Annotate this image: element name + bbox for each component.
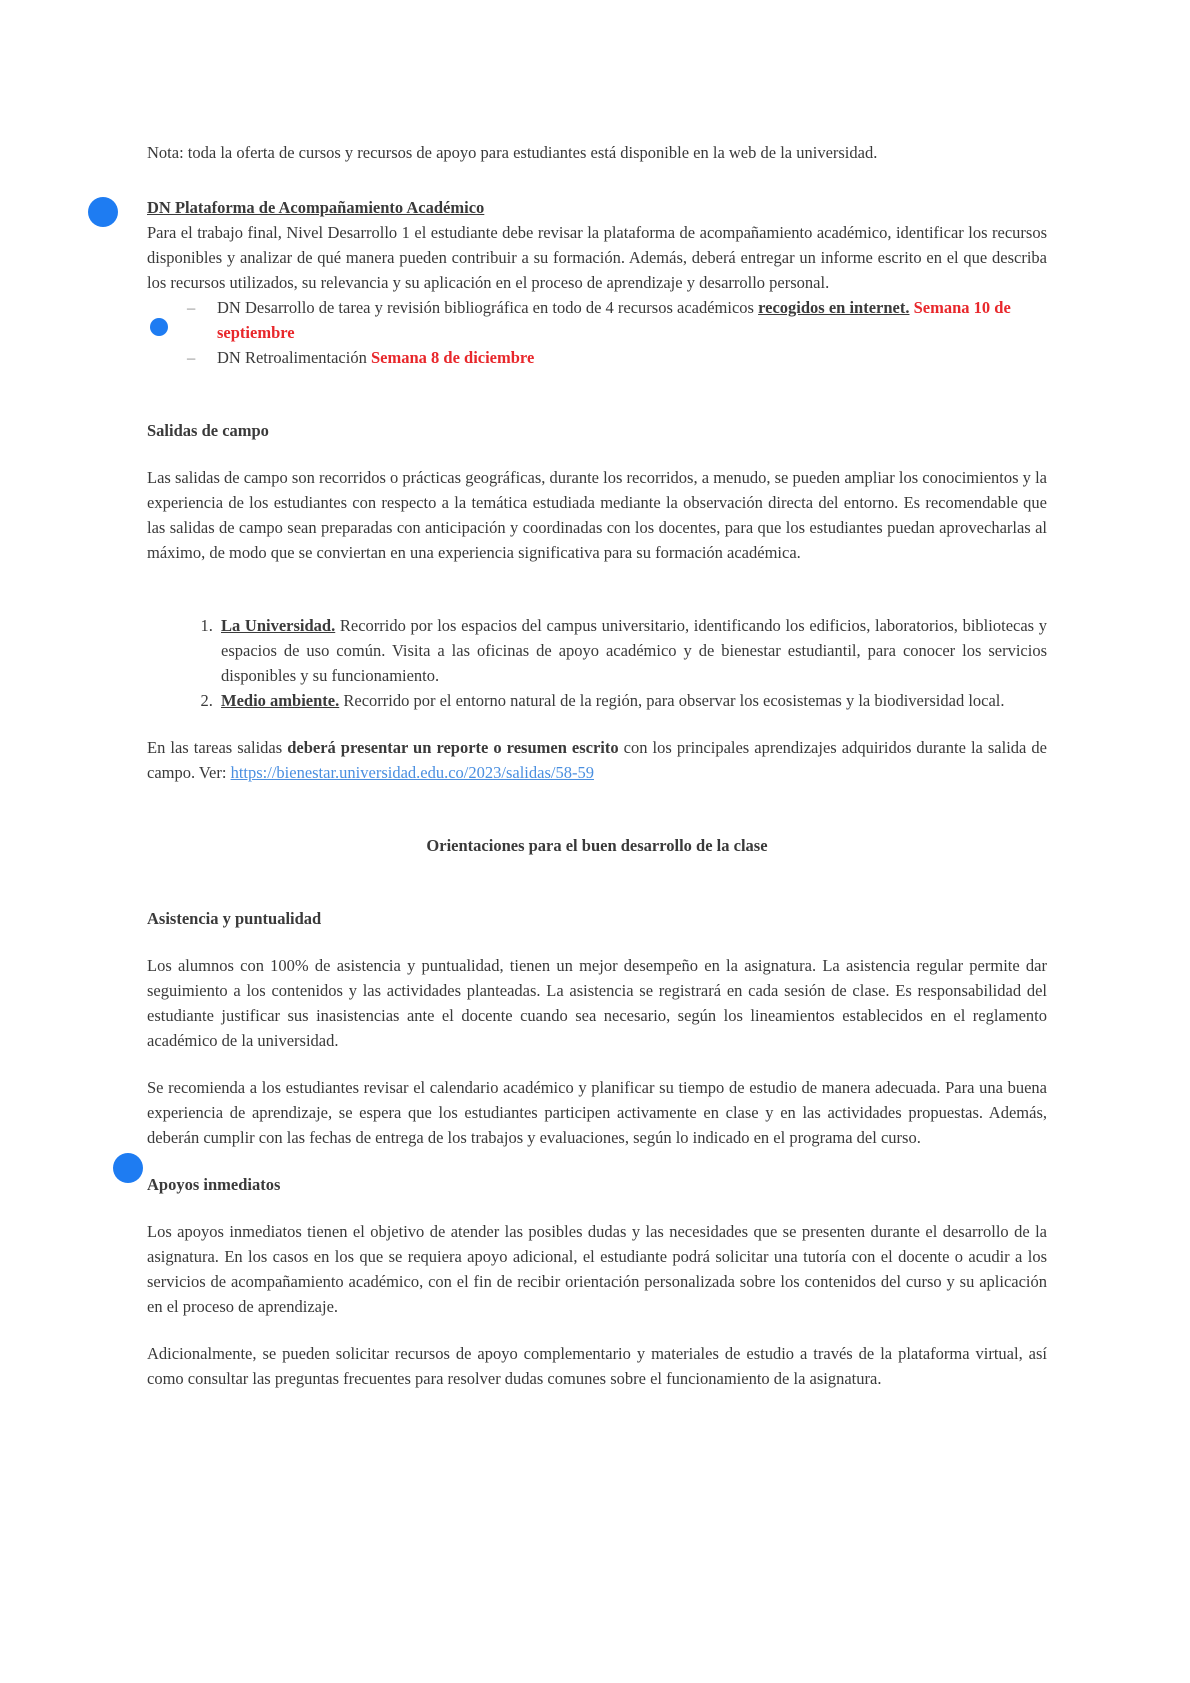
list-item: – DN Retroalimentación Semana 8 de diciembre	[217, 345, 1047, 370]
section-title: Orientaciones para el buen desarrollo de la clase	[426, 836, 768, 855]
paragraph: Adicionalmente, se pueden solicitar recursos de apoyo complementario y materiales de estudio a través de la plataforma virtual, así como consultar las preguntas frecuentes para resolver dudas comunes sobre el funcionamiento de la asignatura.	[147, 1344, 1047, 1388]
document-page	[147, 140, 1047, 1391]
section-title: Salidas de campo	[147, 421, 269, 440]
list-item: 2. Medio ambiente. Recorrido por el entorno natural de la región, para observar los ecosistemas y la biodiversidad local.	[217, 688, 1047, 713]
paragraph: Los alumnos con 100% de asistencia y puntualidad, tienen un mejor desempeño en la asignatura. La asistencia regular permite dar seguimiento a los contenidos y las actividades planteadas. La asistencia se registrará en cada sesión de clase. Es responsabilidad del estudiante justificar sus inasistencias ante el docente cuando sea necesario, según los lineamientos establecidos en el reglamento académico de la universidad.	[147, 956, 1047, 1050]
paragraph: Para el trabajo final, Nivel Desarrollo 1 el estudiante debe revisar la plataforma de acompañamiento académico, identificar los recursos disponibles y analizar de qué manera pueden contribuir a su formación. Además, deberá entregar un informe escrito en el que describa los recursos utilizados, su relevancia y su aplicación en el proceso de aprendizaje y desarrollo personal.	[147, 223, 1047, 292]
comment-marker-icon[interactable]	[88, 197, 118, 227]
bullet-list	[147, 295, 1047, 370]
paragraph: En las tareas salidas deberá presentar un reporte o resumen escrito con los principales aprendizajes adquiridos durante la salida de campo. Ver: https://bienestar.universidad.edu.co/2023/salidas/58-59	[147, 738, 1047, 782]
numbered-list	[147, 613, 1047, 713]
external-link[interactable]: https://bienestar.universidad.edu.co/2023/salidas/58-59	[230, 763, 594, 782]
paragraph: Se recomienda a los estudiantes revisar el calendario académico y planificar su tiempo de estudio de manera adecuada. Para una buena experiencia de aprendizaje, se espera que los estudiantes participen activamente en clase y en las actividades propuestas. Además, deberán cumplir con las fechas de entrega de los trabajos y evaluaciones, según lo indicado en el programa del curso.	[147, 1078, 1047, 1147]
intro-line: Nota: toda la oferta de cursos y recursos de apoyo para estudiantes está disponible en la web de la universidad.	[147, 143, 878, 162]
list-item: 1. La Universidad. Recorrido por los espacios del campus universitario, identificando los edificios, laboratorios, bibliotecas y espacios de uso común. Visita a las oficinas de apoyo académico y de bienestar estudiantil, para conocer los servicios disponibles y su funcionamiento.	[217, 613, 1047, 688]
list-item: – DN Desarrollo de tarea y revisión bibliográfica en todo de 4 recursos académicos recogidos en internet. Semana 10 de septiembre	[217, 295, 1047, 345]
subheading: Apoyos inmediatos	[147, 1175, 281, 1194]
paragraph: Los apoyos inmediatos tienen el objetivo de atender las posibles dudas y las necesidades que se presenten durante el desarrollo de la asignatura. En los casos en los que se requiera apoyo adicional, el estudiante podrá solicitar una tutoría con el docente o acudir a los servicios de acompañamiento académico, con el fin de recibir orientación personalizada sobre los contenidos del curso y su aplicación en el proceso de aprendizaje.	[147, 1222, 1047, 1316]
subheading: Asistencia y puntualidad	[147, 909, 322, 928]
paragraph: Las salidas de campo son recorridos o prácticas geográficas, durante los recorridos, a menudo, se pueden ampliar los conocimientos y la experiencia de los estudiantes con respecto a la temática estudiada mediante la observación directa del entorno. Es recomendable que las salidas de campo sean preparadas con anticipación y coordinadas con los docentes, para que los estudiantes puedan aprovecharlas al máximo, de modo que se conviertan en una experiencia significativa para su formación académica.	[147, 468, 1047, 562]
section-title: DN Plataforma de Acompañamiento Académico	[147, 198, 485, 217]
comment-marker-icon[interactable]	[113, 1153, 143, 1183]
